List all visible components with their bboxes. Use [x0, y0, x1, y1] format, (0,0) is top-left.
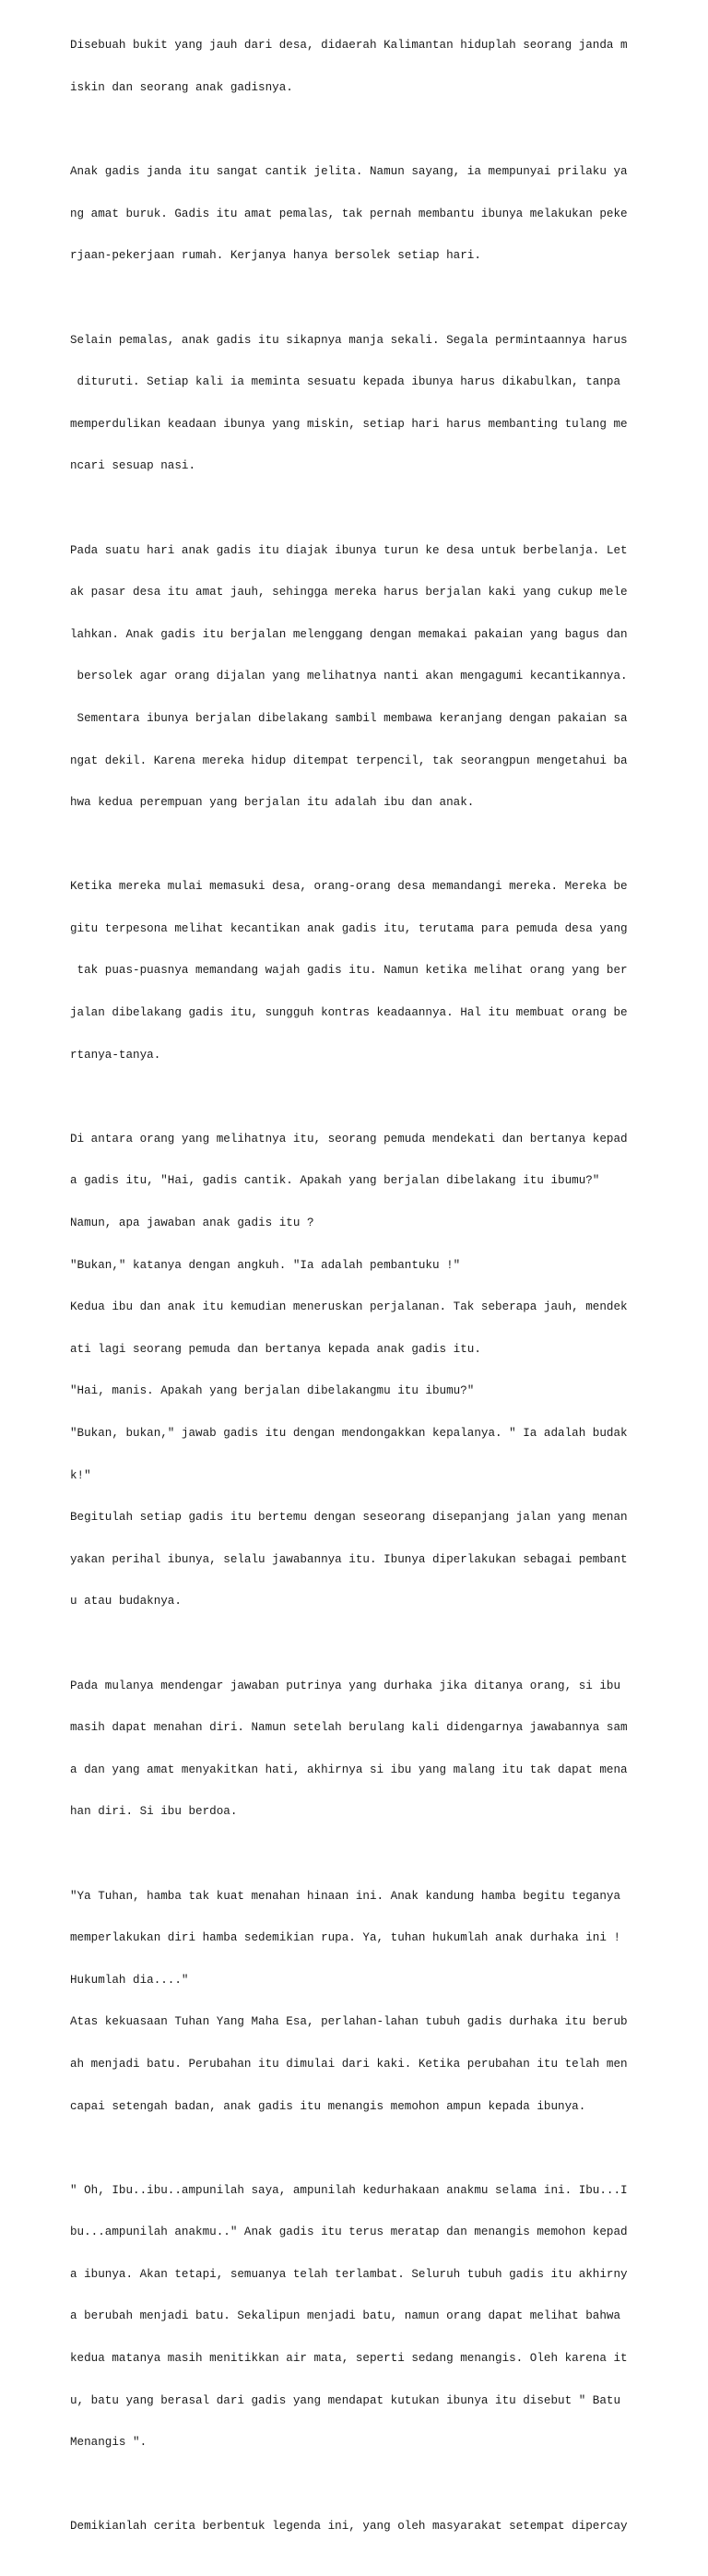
paragraph [70, 11, 632, 124]
paragraph [70, 2492, 632, 2562]
text-line: a ibunya. Akan tetapi, semuanya telah terlambat. Seluruh tubuh gadis itu akhirny [70, 2267, 628, 2281]
text-line: Hukumlah dia...." [70, 1973, 189, 1987]
paragraph [70, 1651, 632, 1847]
document-body [70, 11, 632, 2576]
text-line: "Bukan," katanya dengan angkuh. "Ia adalah pembantuku !" [70, 1258, 461, 1272]
text-line: a gadis itu, "Hai, gadis cantik. Apakah yang berjalan dibelakang itu ibumu?" [70, 1174, 600, 1188]
text-line: ah menjadi batu. Perubahan itu dimulai dari kaki. Ketika perubahan itu telah men [70, 2057, 628, 2071]
text-line: jalan dibelakang gadis itu, sungguh kontras keadaannya. Hal itu membuat orang be [70, 1006, 628, 1020]
text-line: masih dapat menahan diri. Namun setelah berulang kali didengarnya jawabannya sam [70, 1721, 628, 1735]
text-line: "Ya Tuhan, hamba tak kuat menahan hinaan ini. Anak kandung hamba begitu teganya [70, 1889, 621, 1903]
text-line: iskin dan seorang anak gadisnya. [70, 81, 293, 94]
text-line: hwa kedua perempuan yang berjalan itu adalah ibu dan anak. [70, 796, 475, 810]
text-line: Demikianlah cerita berbentuk legenda ini, yang oleh masyarakat setempat dipercay [70, 2520, 628, 2534]
text-line: u atau budaknya. [70, 1595, 182, 1609]
text-line: dituruti. Setiap kali ia meminta sesuatu kepada ibunya harus dikabulkan, tanpa [70, 375, 621, 389]
paragraph [70, 852, 632, 1090]
paragraph [70, 305, 632, 502]
text-line: a dan yang amat menyakitkan hati, akhirnya si ibu yang malang itu tak dapat mena [70, 1763, 628, 1776]
text-line: "Hai, manis. Apakah yang berjalan dibelakangmu itu ibumu?" [70, 1384, 475, 1398]
text-line: Ketika mereka mulai memasuki desa, orang-orang desa memandangi mereka. Mereka be [70, 880, 628, 894]
text-line: memperlakukan diri hamba sedemikian rupa. Ya, tuhan hukumlah anak durhaka ini ! [70, 1931, 621, 1945]
text-line: Pada suatu hari anak gadis itu diajak ibunya turun ke desa untuk berbelanja. Let [70, 543, 628, 557]
text-line: " Oh, Ibu..ibu..ampunilah saya, ampunilah kedurhakaan anakmu selama ini. Ibu...I [70, 2183, 628, 2197]
text-line: u, batu yang berasal dari gadis yang mendapat kutukan ibunya itu disebut " Batu [70, 2393, 621, 2407]
text-line: Anak gadis janda itu sangat cantik jelita. Namun sayang, ia mempunyai prilaku ya [70, 165, 628, 179]
text-line: Disebuah bukit yang jauh dari desa, didaerah Kalimantan hiduplah seorang janda m [70, 39, 628, 53]
text-line: Di antara orang yang melihatnya itu, seorang pemuda mendekati dan bertanya kepad [70, 1132, 628, 1146]
text-line: a berubah menjadi batu. Sekalipun menjadi batu, namun orang dapat melihat bahwa [70, 2309, 621, 2323]
text-line: Menangis ". [70, 2436, 148, 2450]
text-line: tak puas-puasnya memandang wajah gadis itu. Namun ketika melihat orang yang ber [70, 964, 628, 978]
text-line: Sementara ibunya berjalan dibelakang sambil membawa keranjang dengan pakaian sa [70, 711, 628, 725]
text-line: bersolek agar orang dijalan yang melihatnya nanti akan mengagumi kecantikannya. [70, 670, 628, 683]
text-line: "Bukan, bukan," jawab gadis itu dengan mendongakkan kepalanya. " Ia adalah budak [70, 1427, 628, 1440]
text-line: Namun, apa jawaban anak gadis itu ? [70, 1217, 314, 1230]
paragraph [70, 516, 632, 838]
text-line: ak pasar desa itu amat jauh, sehingga mereka harus berjalan kaki yang cukup mele [70, 586, 628, 599]
text-line: yakan perihal ibunya, selalu jawabannya itu. Ibunya diperlakukan sebagai pembant [70, 1552, 628, 1566]
text-line: gitu terpesona melihat kecantikan anak gadis itu, terutama para pemuda desa yang [70, 921, 628, 935]
text-line: rjaan-pekerjaan rumah. Kerjanya hanya bersolek setiap hari. [70, 249, 481, 263]
text-line: ncari sesuap nasi. [70, 459, 196, 473]
text-line: Selain pemalas, anak gadis itu sikapnya manja sekali. Segala permintaannya harus [70, 333, 628, 347]
paragraph [70, 1861, 632, 2142]
text-line: Kedua ibu dan anak itu kemudian meneruskan perjalanan. Tak seberapa jauh, mendek [70, 1300, 628, 1314]
text-line: lahkan. Anak gadis itu berjalan melenggang dengan memakai pakaian yang bagus dan [70, 627, 628, 641]
text-line: capai setengah badan, anak gadis itu menangis memohon ampun kepada ibunya. [70, 2099, 586, 2113]
text-line: kedua matanya masih menitikkan air mata, seperti sedang menangis. Oleh karena it [70, 2352, 628, 2366]
text-line: Pada mulanya mendengar jawaban putrinya yang durhaka jika ditanya orang, si ibu [70, 1679, 621, 1692]
text-line: Begitulah setiap gadis itu bertemu dengan seseorang disepanjang jalan yang menan [70, 1511, 628, 1525]
text-line: han diri. Si ibu berdoa. [70, 1805, 238, 1819]
paragraph [70, 137, 632, 291]
text-line: ng amat buruk. Gadis itu amat pemalas, tak pernah membantu ibunya melakukan peke [70, 207, 628, 220]
paragraph [70, 2155, 632, 2478]
text-line: rtanya-tanya. [70, 1048, 161, 1062]
text-line: ngat dekil. Karena mereka hidup ditempat terpencil, tak seorangpun mengetahui ba [70, 754, 628, 767]
paragraph [70, 1104, 632, 1637]
text-line: ati lagi seorang pemuda dan bertanya kepada anak gadis itu. [70, 1342, 481, 1356]
text-line: memperdulikan keadaan ibunya yang miskin, setiap hari harus membanting tulang me [70, 417, 628, 431]
text-line: bu...ampunilah anakmu.." Anak gadis itu terus meratap dan menangis memohon kepad [70, 2226, 628, 2239]
text-line: k!" [70, 1468, 91, 1482]
text-line: Atas kekuasaan Tuhan Yang Maha Esa, perlahan-lahan tubuh gadis durhaka itu berub [70, 2015, 628, 2029]
